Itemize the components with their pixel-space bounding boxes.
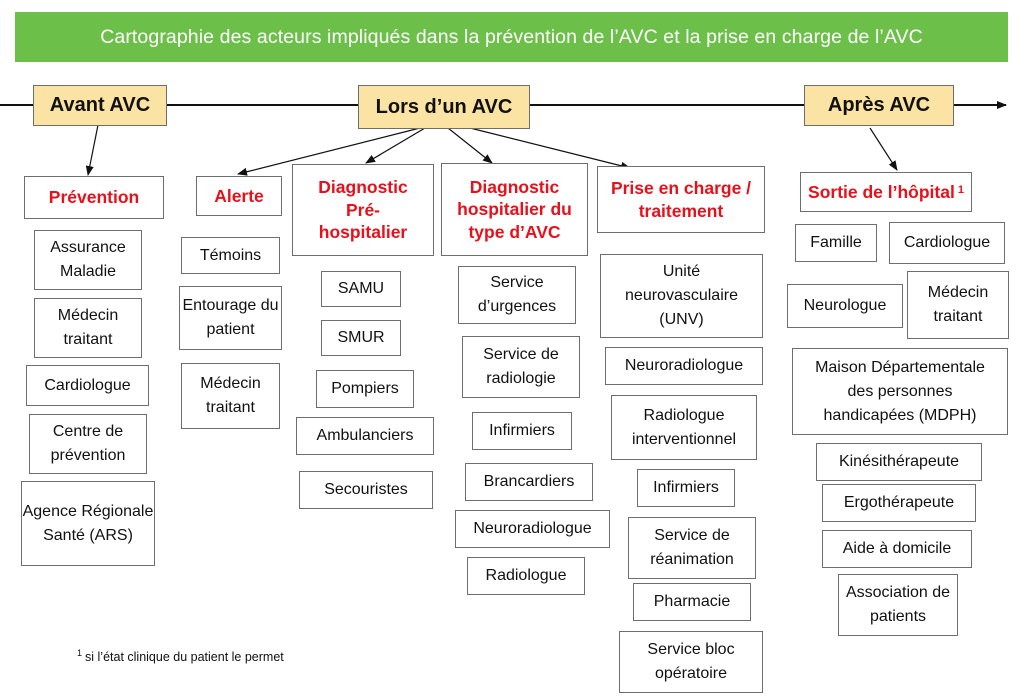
heading-prevention: Prévention — [24, 176, 164, 219]
heading-alerte: Alerte — [196, 176, 282, 216]
actor-box: Pompiers — [316, 370, 414, 408]
arrow-lors-to-prise — [470, 128, 630, 168]
actor-box: Centre de prévention — [29, 414, 147, 474]
actor-box: Radiologue — [467, 557, 585, 595]
actor-box: Service d’urgences — [458, 266, 576, 324]
arrow-apres-to-sortie — [870, 128, 897, 170]
actor-box: Neuroradiologue — [455, 510, 610, 548]
actor-box: SAMU — [321, 271, 401, 307]
actor-box: Neuroradiologue — [605, 347, 763, 385]
actor-box: Témoins — [181, 237, 280, 274]
actor-box: Service de réanimation — [628, 517, 756, 579]
actor-box: Infirmiers — [472, 412, 572, 450]
actor-box: Secouristes — [299, 471, 433, 509]
diagram-title: Cartographie des acteurs impliqués dans la prévention de l’AVC et la prise en charge de l’AVC — [15, 12, 1008, 62]
actor-box: Aide à domicile — [822, 530, 972, 568]
heading-sortie-label: Sortie de l’hôpital — [808, 181, 955, 202]
heading-sortie-hopital — [800, 172, 972, 212]
actor-box: Service de radiologie — [462, 336, 580, 398]
actor-box: Ambulanciers — [296, 417, 434, 455]
actor-box: Association de patients — [838, 574, 958, 636]
actor-box: Ergothérapeute — [822, 484, 976, 522]
actor-box: Kinésithérapeute — [816, 443, 982, 481]
phase-lors-avc: Lors d’un AVC — [358, 85, 530, 129]
actor-box: Maison Départementale des personnes handicapées (MDPH) — [792, 348, 1008, 435]
heading-diagnostic-pre-hospitalier: Diagnostic Pré-hospitalier — [292, 164, 434, 256]
phase-avant-avc: Avant AVC — [33, 85, 167, 126]
footnote-text: si l’état clinique du patient le permet — [85, 650, 284, 665]
footnote-marker: 1 — [957, 183, 964, 196]
arrow-lors-to-diag-hosp — [448, 128, 492, 163]
actor-box: Infirmiers — [637, 469, 735, 507]
footnote — [77, 648, 284, 664]
heading-diagnostic-hospitalier: Diagnostic hospitalier du type d’AVC — [441, 163, 588, 256]
actor-box: Service bloc opératoire — [619, 631, 763, 693]
actor-box: Radiologue interventionnel — [611, 395, 757, 460]
phase-apres-avc: Après AVC — [804, 85, 954, 126]
actor-box: Entourage du patient — [179, 286, 282, 350]
heading-prise-en-charge: Prise en charge / traitement — [597, 166, 765, 233]
actor-box: Famille — [795, 224, 877, 262]
actor-box: Brancardiers — [465, 463, 593, 501]
actor-box: Unité neurovasculaire (UNV) — [600, 254, 763, 338]
arrow-avant-to-prevention — [88, 125, 98, 175]
actor-box: Assurance Maladie — [34, 230, 142, 290]
footnote-number: 1 — [77, 648, 83, 658]
actor-box: SMUR — [321, 320, 401, 356]
arrow-lors-to-diag-pre — [366, 128, 425, 163]
actor-box: Pharmacie — [633, 583, 751, 621]
actor-box: Médecin traitant — [181, 363, 280, 429]
actor-box: Médecin traitant — [34, 298, 142, 358]
actor-box: Médecin traitant — [907, 271, 1009, 339]
actor-box: Cardiologue — [889, 222, 1005, 264]
actor-box: Agence Régionale Santé (ARS) — [21, 481, 155, 566]
actor-box: Cardiologue — [26, 365, 149, 406]
actor-box: Neurologue — [787, 284, 903, 328]
